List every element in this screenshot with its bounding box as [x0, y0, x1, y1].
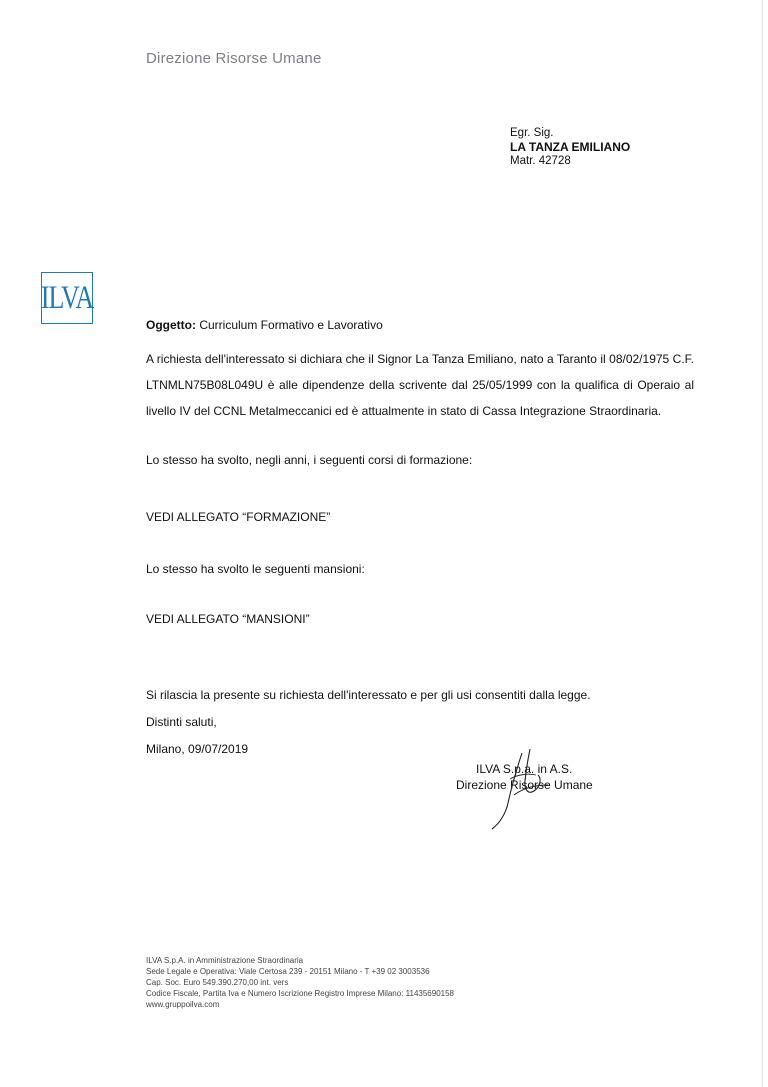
logo-text: ILVA — [40, 279, 94, 316]
department-header: Direzione Risorse Umane — [146, 50, 322, 67]
recipient-block — [510, 126, 630, 168]
footer-line: Codice Fiscale, Partita Iva e Numero Iscrizione Registro Imprese Milano: 11435690158 — [146, 989, 454, 998]
courses-intro: Lo stesso ha svolto, negli anni, i seguenti corsi di formazione: — [146, 453, 473, 467]
declaration-paragraph: A richiesta dell'interessato si dichiara che il Signor La Tanza Emiliano, nato a Taranto il 08/02/1975 C.F. LTNMLN75B08L049U è alle dipendenze della scrivente dal 25/05/1999 con la qualifica di Operaio al livello IV del CCNL Metalmeccanici ed è attualmente in stato di Cassa Integrazione Straordinaria. — [146, 352, 694, 418]
handwritten-signature — [470, 745, 590, 835]
subject-line — [146, 318, 694, 333]
ilva-logo — [41, 272, 93, 324]
footer-line: Cap. Soc. Euro 549.390.270,00 int. vers — [146, 978, 289, 987]
footer-line: ILVA S.p.A. in Amministrazione Straordinaria — [146, 956, 304, 965]
recipient-salutation: Egr. Sig. — [510, 127, 554, 139]
courses-attachment: VEDI ALLEGATO “FORMAZIONE” — [146, 510, 331, 524]
footer-line: Sede Legale e Operativa: Viale Certosa 239 - 20151 Milano - T +39 02 3003536 — [146, 967, 430, 976]
place-date: Milano, 09/07/2019 — [146, 742, 249, 756]
signature-department: Direzione Risorse Umane — [456, 778, 593, 792]
footer-website: www.gruppoilva.com — [146, 1000, 220, 1009]
recipient-matricola: Matr. 42728 — [510, 155, 571, 167]
greeting: Distinti saluti, — [146, 715, 217, 729]
recipient-name: LA TANZA EMILIANO — [510, 140, 631, 154]
subject-label: Oggetto: — [146, 318, 196, 332]
tasks-intro: Lo stesso ha svolto le seguenti mansioni: — [146, 562, 365, 576]
scan-edge — [762, 0, 763, 1087]
subject-text: Curriculum Formativo e Lavorativo — [199, 318, 383, 332]
closing-sentence: Si rilascia la presente su richiesta dell'interessato e per gli usi consentiti dalla legge. — [146, 688, 591, 702]
tasks-attachment: VEDI ALLEGATO “MANSIONI” — [146, 612, 310, 626]
company-footer — [146, 955, 454, 1010]
signature-company: ILVA S.p.a. in A.S. — [476, 762, 573, 776]
